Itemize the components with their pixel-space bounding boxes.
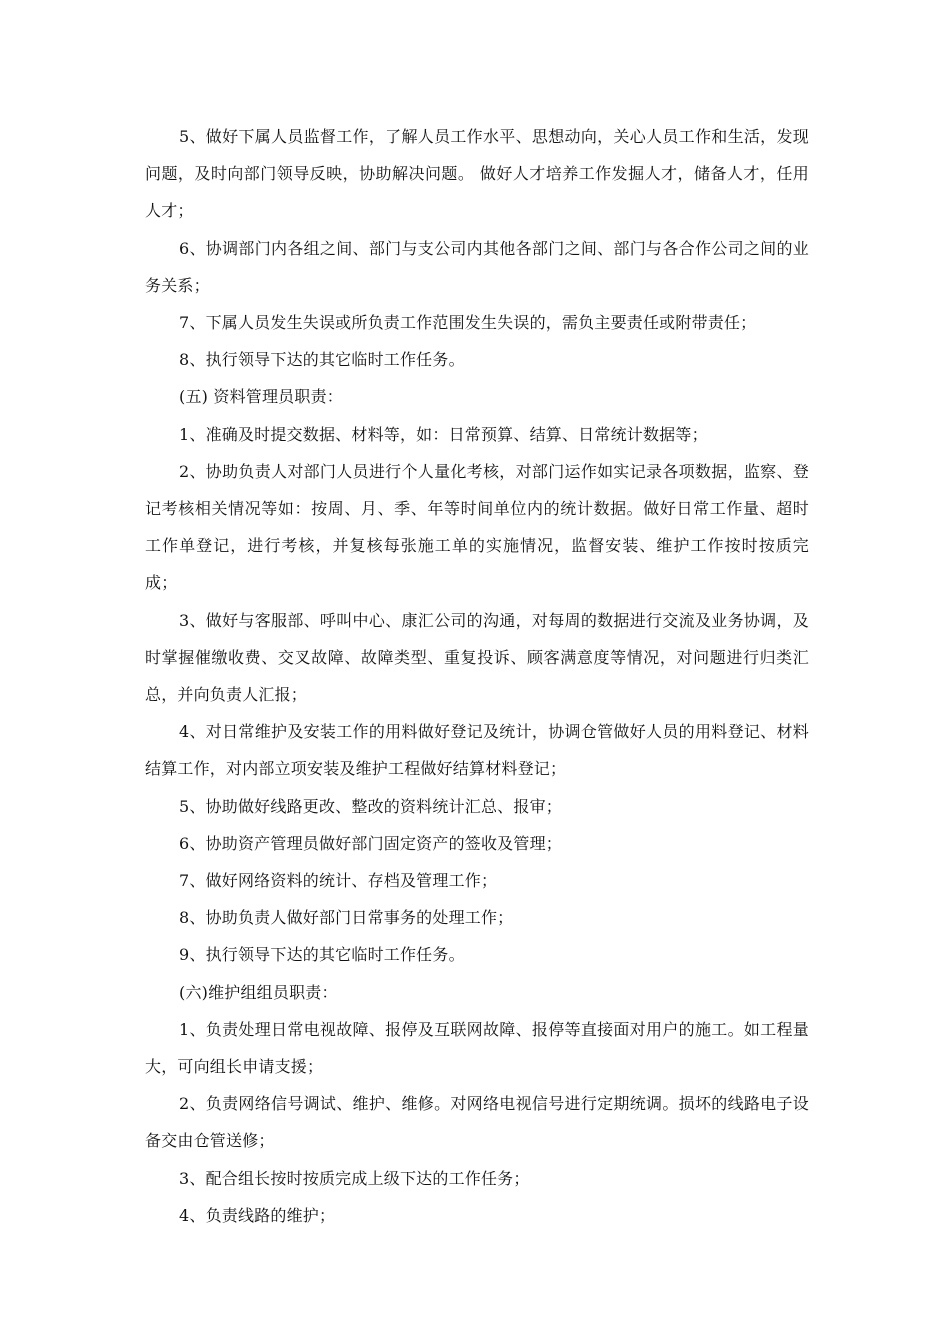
paragraph: 2、负责网络信号调试、维护、维修。对网络电视信号进行定期统调。损坏的线路电子设备交由仓管送修； (145, 1094, 809, 1151)
paragraph: 4、负责线路的维护； (179, 1205, 336, 1225)
paragraph: 7、做好网络资料的统计、存档及管理工作； (179, 871, 498, 891)
paragraph: 4、对日常维护及安装工作的用料做好登记及统计，协调仓管做好人员的用料登记、材料结算工作，对内部立项安装及维护工程做好结算材料登记； (145, 722, 809, 779)
paragraph: 5、做好下属人员监督工作，了解人员工作水平、思想动向，关心人员工作和生活，发现问题，及时向部门领导反映，协助解决问题。 做好人才培养工作发掘人才，储备人才，任用人才； (145, 127, 809, 221)
paragraph: 1、准确及时提交数据、材料等，如：日常预算、结算、日常统计数据等； (179, 424, 708, 444)
paragraph: 6、协调部门内各组之间、部门与支公司内其他各部门之间、部门与各合作公司之间的业务关系； (145, 238, 809, 295)
paragraph: 8、执行领导下达的其它临时工作任务。 (179, 350, 465, 370)
paragraph: 1、负责处理日常电视故障、报停及互联网故障、报停等直接面对用户的施工。如工程量大，可向组长申请支援； (145, 1019, 809, 1077)
paragraph: 9、执行领导下达的其它临时工作任务。 (179, 945, 465, 965)
paragraph: 5、协助做好线路更改、整改的资料统计汇总、报审； (179, 796, 562, 816)
paragraph: 8、协助负责人做好部门日常事务的处理工作； (179, 908, 514, 928)
paragraph: 3、做好与客服部、呼叫中心、康汇公司的沟通，对每周的数据进行交流及业务协调，及时掌握催缴收费、交叉故障、故障类型、重复投诉、顾客满意度等情况，对问题进行归类汇总，并向负责人汇报； (145, 610, 809, 705)
section-heading: (五) 资料管理员职责： (179, 387, 343, 407)
document-body (145, 118, 809, 1234)
paragraph: 7、下属人员发生失误或所负责工作范围发生失误的，需负主要责任或附带责任； (179, 313, 757, 333)
section-heading: (六)维护组组员职责： (179, 982, 338, 1002)
paragraph: 6、协助资产管理员做好部门固定资产的签收及管理； (179, 833, 562, 853)
paragraph: 2、协助负责人对部门人员进行个人量化考核，对部门运作如实记录各项数据，监察、登记考核相关情况等如：按周、月、季、年等时间单位内的统计数据。做好日常工作量、超时工作单登记，进行考核，并复核每张施工单的实施情况，监督安装、维护工作按时按质完成； (145, 461, 809, 593)
paragraph: 3、配合组长按时按质完成上级下达的工作任务； (179, 1168, 530, 1188)
